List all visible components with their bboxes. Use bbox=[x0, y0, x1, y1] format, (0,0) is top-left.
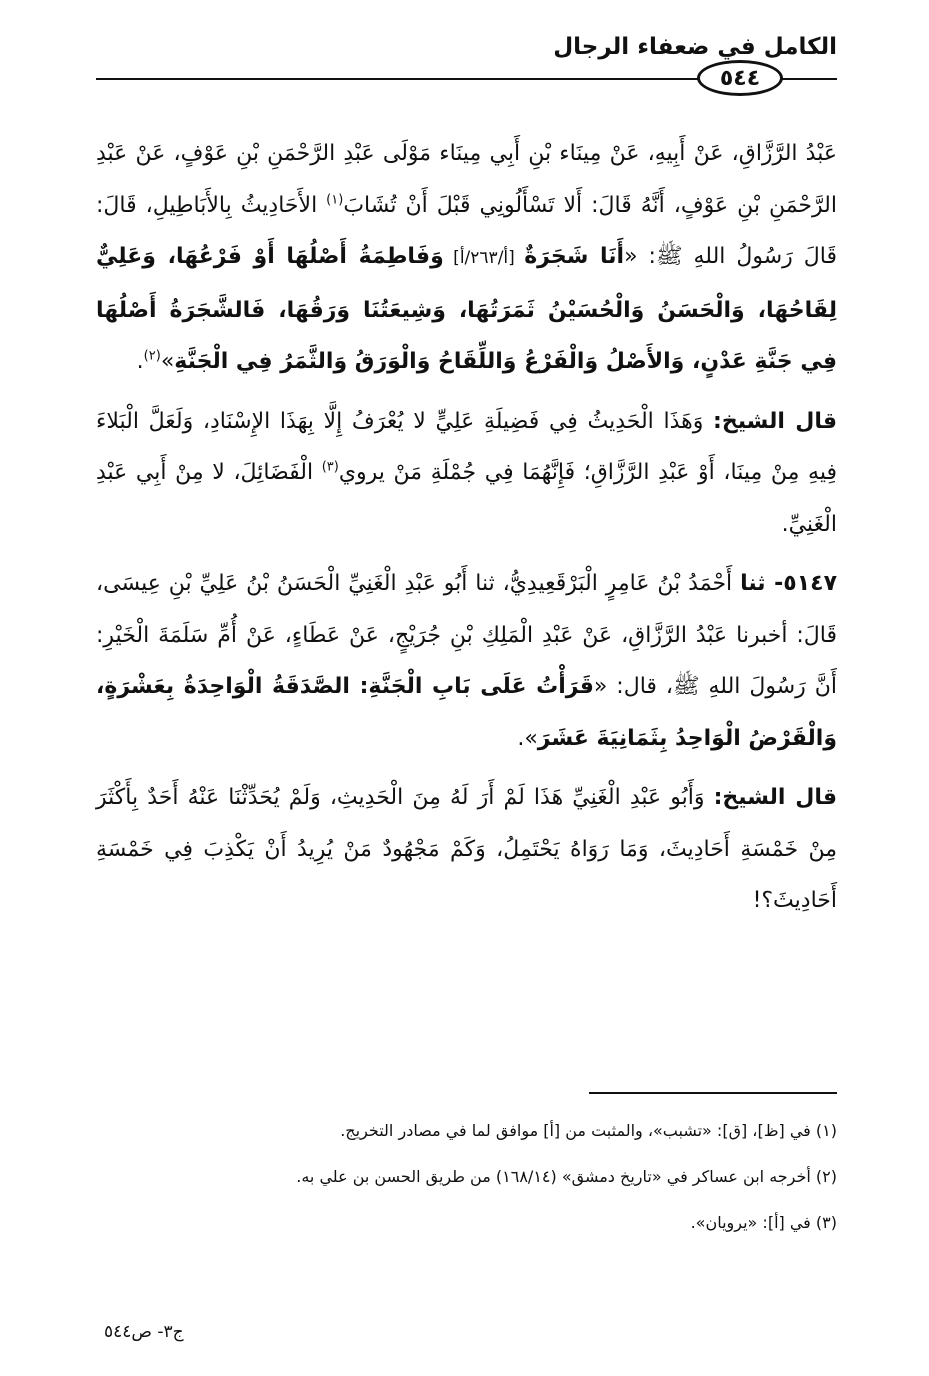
footnote-ref-3: (٣) bbox=[321, 459, 339, 475]
footnote-rule bbox=[589, 1092, 837, 1094]
footnote-1: (١) في [ظ]، [ق]: «تشبب»، والمثبت من [أ] موافق لما في مصادر التخريج. bbox=[340, 1121, 837, 1140]
shaykh-label: قال الشيخ: bbox=[713, 785, 837, 810]
page-number: ٥٤٤ bbox=[719, 65, 761, 91]
manuscript-ref: [أ/٢٦٣/أ] bbox=[443, 248, 525, 268]
page-number-badge bbox=[697, 60, 783, 96]
footnote-3: (٣) في [أ]: «يرويان». bbox=[690, 1213, 837, 1232]
paragraph-hadith-tree: عَبْدُ الرَّزَّاقِ، عَنْ أَبِيهِ، عَنْ مِينَاء بْنِ أَبِي مِينَاء مَوْلَى عَبْدِ الرَّحْمَنِ بْنِ عَوْفٍ، عَنْ عَبْدِ الرَّحْمَنِ بْنِ عَوْفٍ، أَنَّهُ قَالَ: أَلا تَسْأَلُونِي قَبْلَ أَنْ تُشَابَ$^{(١)}$ الأَحَادِيثُ بِالأَبَاطِيلِ، قَالَ: قَالَ رَسُولُ اللهِ ﷺ: «أَنَا شَجَرَةٌ [أ/٢٦٣/أ] وَفَاطِمَةُ أَصْلُهَا أَوْ فَرْعُهَا، وَعَلِيٌّ لِقَاحُهَا، وَالْحَسَنُ وَالْحُسَيْنُ ثَمَرَتُهَا، وَشِيعَتُنَا وَرَقُهَا، فَالشَّجَرَةُ أَصْلُهَا فِي جَنَّةِ عَدْنٍ، وَالأَصْلُ وَالْفَرْعُ وَاللِّقَاحُ وَالْوَرَقُ وَالثَّمَرُ فِي الْجَنَّةِ»$^{(٢)}$. bbox=[96, 141, 837, 374]
footnote-ref-1: (١) bbox=[326, 192, 344, 208]
footnote-2: (٢) أخرجه ابن عساكر في «تاريخ دمشق» (١٦٨/١٤) من طريق الحسن بن علي به. bbox=[296, 1167, 837, 1186]
paragraph-hadith-5147: ٥١٤٧- ثنا أَحْمَدُ بْنُ عَامِرٍ الْبَرْقَعِيدِيُّ، ثنا أَبُو عَبْدِ الْغَنِيِّ الْحَسَنُ بْنُ عَلِيِّ بْنِ عِيسَى، قَالَ: أخبرنا عَبْدُ الرَّزَّاقِ، عَنْ عَبْدِ الْمَلِكِ بْنِ جُرَيْجٍ، عَنْ عَطَاءٍ، عَنْ أُمِّ سَلَمَةَ الْخَيْرِ: أَنَّ رَسُولَ اللهِ ﷺ، قال: «قَرَأْتُ عَلَى بَابِ الْجَنَّةِ: الصَّدَقَةُ الْوَاحِدَةُ بِعَشْرَةٍ، وَالْقَرْضُ الْوَاحِدُ بِثَمَانِيَةَ عَشَرَ». bbox=[96, 571, 837, 751]
volume-page-note: ج٣- ص٥٤٤ bbox=[104, 1322, 184, 1342]
hadith-text: قَرَأْتُ عَلَى بَابِ الْجَنَّةِ: الصَّدَقَةُ الْوَاحِدَةُ بِعَشْرَةٍ، وَالْقَرْضُ الْوَاحِدُ بِثَمَانِيَةَ عَشَرَ bbox=[96, 674, 837, 751]
hadith-number: ٥١٤٧- bbox=[774, 571, 837, 596]
hadith-text: أَنَا شَجَرَةٌ bbox=[524, 244, 625, 269]
paragraph-shaykh-comment-1: قال الشيخ: وَهَذَا الْحَدِيثُ فِي فَضِيلَةِ عَلِيٍّ لا يُعْرَفُ إِلَّا بِهَذَا الإِسْنَادِ، وَلَعَلَّ الْبَلاءَ فِيهِ مِنْ مِينَا، أَوْ عَبْدِ الرَّزَّاقِ؛ فَإِنَّهُمَا فِي جُمْلَةِ مَنْ يروي$^{(٣)}$ الْفَضَائِلَ، لا مِنْ أَبِي عَبْدِ الْغَنِيِّ. bbox=[96, 408, 837, 537]
paragraph-shaykh-comment-2: قال الشيخ: وَأَبُو عَبْدِ الْغَنِيِّ هَذَا لَمْ أَرَ لَهُ مِنَ الْحَدِيثِ، وَلَمْ يُحَدِّثْنَا عَنْهُ أَحَدٌ بِأَكْثَرَ مِنْ خَمْسَةِ أَحَادِيثَ، وَمَا رَوَاهُ يَحْتَمِلُ، وَكَمْ مَجْهُودٌ مَنْ يُرِيدُ أَنْ يَكْذِبَ فِي خَمْسَةِ أَحَادِيثَ؟! bbox=[96, 785, 837, 913]
running-title: الكامل في ضعفاء الرجال bbox=[553, 34, 837, 60]
shaykh-label: قال الشيخ: bbox=[713, 408, 837, 434]
footnotes bbox=[96, 1108, 837, 1246]
narration-lead: ثنا bbox=[740, 571, 775, 596]
hadith-text-cont: وَفَاطِمَةُ أَصْلُهَا أَوْ فَرْعُهَا، وَعَلِيٌّ لِقَاحُهَا، وَالْحَسَنُ وَالْحُسَيْنُ ثَمَرَتُهَا، وَشِيعَتُنَا وَرَقُهَا، فَالشَّجَرَةُ أَصْلُهَا فِي جَنَّةِ عَدْنٍ، وَالأَصْلُ وَالْفَرْعُ وَاللِّقَاحُ وَالْوَرَقُ وَالثَّمَرُ فِي الْجَنَّةِ bbox=[96, 244, 837, 374]
footnote-ref-2: (٢) bbox=[143, 348, 161, 364]
main-text bbox=[96, 128, 837, 927]
